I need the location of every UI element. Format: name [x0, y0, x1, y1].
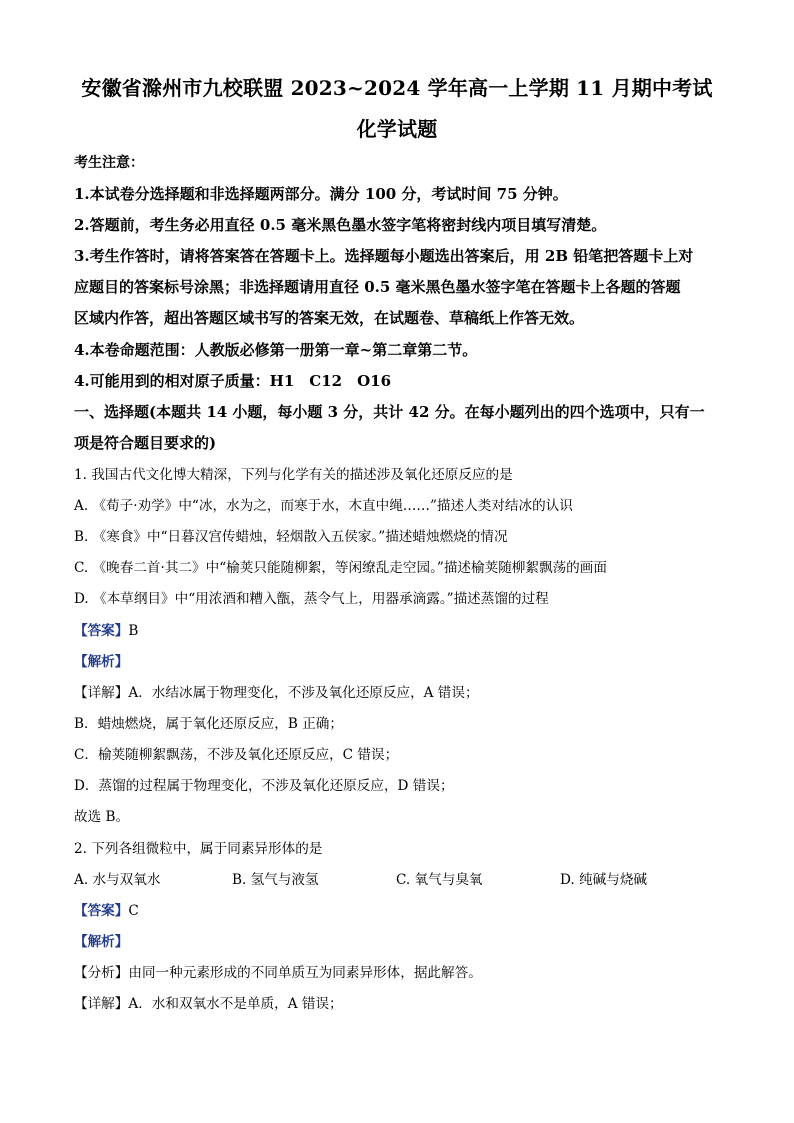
- question-1-detail-line: B．蜡烛燃烧，属于氧化还原反应，B 正确；: [74, 716, 343, 732]
- exam-subject-title: 化学试题: [356, 117, 438, 141]
- question-1-detail-line: 故选 B。: [74, 809, 130, 825]
- question-1-option-a: A. 《荀子·劝学》中“冰，水为之，而寒于水，木直中绳……”描述人类对结冰的认识: [74, 498, 573, 514]
- question-2-option-c: C. 氧气与臭氧: [396, 872, 483, 888]
- question-2-analysis-tag: [74, 930, 128, 950]
- question-1-option-d: D. 《本草纲目》中“用浓酒和糟入甑，蒸令气上，用器承滴露。”描述蒸馏的过程: [74, 591, 549, 607]
- notice-item: 1.本试卷分选择题和非选择题两部分。满分 100 分，考试时间 75 分钟。: [74, 185, 568, 203]
- question-2-option-a: A. 水与双氧水: [74, 872, 161, 888]
- detail-text: A．水和双氧水不是单质，A 错误；: [128, 996, 343, 1012]
- detail-tag: 【详解】: [74, 685, 129, 701]
- question-1-detail: [74, 681, 479, 701]
- notice-item: 4.可能用到的相对原子质量：H1 C12 O16: [74, 372, 392, 390]
- question-1-option-c: C. 《晚春二首·其二》中“榆荚只能随柳絮，等闲缭乱走空园。”描述榆荚随柳絮飘荡的画面: [74, 560, 607, 576]
- question-1-detail-line: C．榆荚随柳絮飘荡，不涉及氧化还原反应，C 错误；: [74, 747, 399, 763]
- notice-item: 3.考生作答时，请将答案答在答题卡上。选择题每小题选出答案后，用 2B 铅笔把答题卡上对: [74, 247, 694, 265]
- notice-item: 2.答题前，考生务必用直径 0.5 毫米黑色墨水签字笔将密封线内项目填写清楚。: [74, 216, 607, 234]
- answer-tag: 【答案】: [74, 903, 129, 919]
- answer-tag: 【答案】: [74, 623, 129, 639]
- analysis-tag: 【解析】: [74, 654, 129, 670]
- notice-item: 4.本卷命题范围：人教版必修第一册第一章~第二章第二节。: [74, 341, 478, 359]
- question-1-answer: [74, 619, 138, 639]
- question-1-option-b: B. 《寒食》中“日暮汉宫传蜡烛，轻烟散入五侯家。”描述蜡烛燃烧的情况: [74, 529, 508, 545]
- notice-item: 区域内作答，超出答题区域书写的答案无效，在试题卷、草稿纸上作答无效。: [74, 309, 585, 327]
- question-1-analysis-tag: [74, 650, 128, 670]
- detail-text: A．水结冰属于物理变化，不涉及氧化还原反应，A 错误；: [128, 685, 479, 701]
- answer-value: B: [128, 623, 139, 639]
- detail-tag: 【详解】: [74, 996, 129, 1012]
- question-2-analysis: [74, 961, 482, 981]
- exam-title: 安徽省滁州市九校联盟 2023~2024 学年高一上学期 11 月期中考试: [81, 76, 713, 100]
- answer-value: C: [128, 903, 139, 919]
- question-2-detail: [74, 992, 343, 1012]
- question-2-option-d: D. 纯碱与烧碱: [560, 872, 648, 888]
- analysis-text: 由同一种元素形成的不同单质互为同素异形体，据此解答。: [128, 965, 482, 981]
- analysis-tag: 【解析】: [74, 934, 129, 950]
- notice-heading: 考生注意：: [74, 155, 144, 171]
- analysis-sub-tag: 【分析】: [74, 965, 129, 981]
- section-heading-cont: 项是符合题目要求的): [74, 434, 217, 452]
- question-2-stem: 2. 下列各组微粒中，属于同素异形体的是: [74, 841, 323, 857]
- question-1-stem: 1. 我国古代文化博大精深，下列与化学有关的描述涉及氧化还原反应的是: [74, 467, 513, 483]
- question-2-option-b: B. 氢气与液氢: [232, 872, 319, 888]
- question-2-answer: [74, 899, 139, 919]
- section-heading: 一、选择题(本题共 14 小题，每小题 3 分，共计 42 分。在每小题列出的四个选项中，只有一: [74, 403, 705, 421]
- question-1-detail-line: D．蒸馏的过程属于物理变化，不涉及氧化还原反应，D 错误；: [74, 778, 454, 794]
- notice-item: 应题目的答案标号涂黑；非选择题请用直径 0.5 毫米黑色墨水签字笔在答题卡上各题的答题: [74, 278, 681, 296]
